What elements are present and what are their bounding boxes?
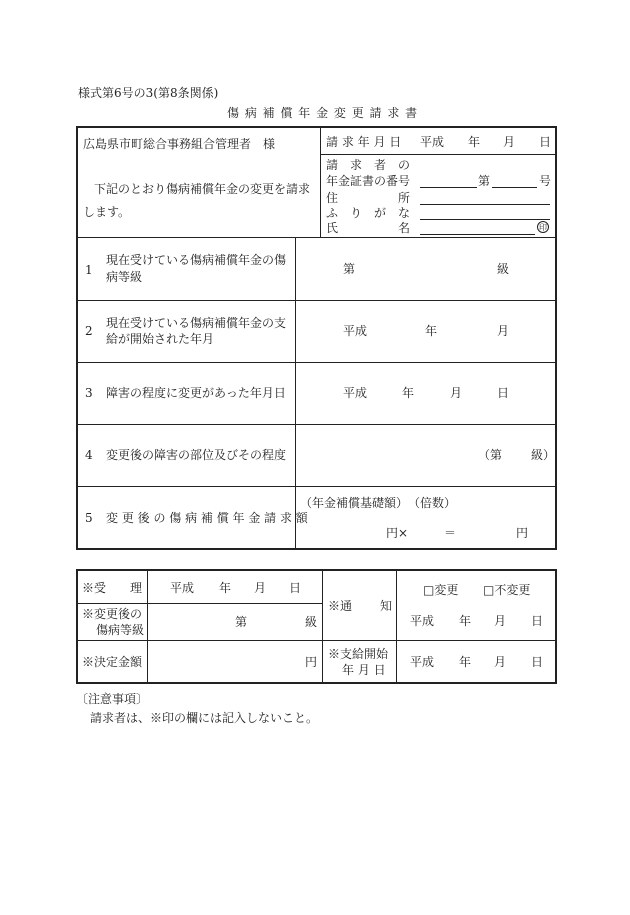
item-5-number: 5 [85,511,93,525]
item-4-label: 変更後の障害の部位及びその程度 [106,448,287,462]
item-3-month: 月 [450,386,463,400]
item-1-label-line1: 現在受けている傷病補償年金の傷 [106,253,287,267]
address-field[interactable] [420,204,550,205]
item-3-year: 年 [402,386,415,400]
notify-era: 平成 [410,614,435,628]
item-4-number: 4 [85,448,93,462]
cert-number-field-2[interactable] [492,187,537,188]
receipt-year: 年 [219,581,232,595]
notify-day: 日 [531,614,544,628]
amount-label: ※決定金額 [82,655,143,669]
item-5-base-label: （年金補償基礎額） （倍数） [300,496,457,510]
addressee: 広島県市町総合事務組合管理者 様 [83,137,276,151]
item-3-number: 3 [85,386,93,400]
grade-dai: 第 [235,615,248,629]
item-2-month: 月 [497,324,510,338]
start-label-2: 年 月 日 [342,663,386,677]
request-date-day: 日 [539,135,552,149]
request-date-era: 平成 [420,135,445,149]
address-label-2: 所 [398,191,411,205]
address-label-1: 住 [326,191,339,205]
start-month: 月 [494,655,507,669]
start-year: 年 [459,655,472,669]
unchanged-checkbox[interactable]: □不変更 [483,583,531,597]
changed-checkbox[interactable]: □変更 [423,583,459,597]
notify-label-2: 知 [380,599,393,613]
receipt-label-2: 理 [130,581,143,595]
item-2-year: 年 [425,324,438,338]
name-label-2: 名 [398,221,411,235]
request-text-line1: 下記のとおり傷病補償年金の変更を請求 [94,182,311,196]
receipt-day: 日 [289,581,302,595]
item-3-era: 平成 [343,386,368,400]
form-title: 傷 病 補 償 年 金 変 更 請 求 書 [227,106,419,120]
grade-label-1: ※変更後の [82,607,143,621]
name-field[interactable] [420,234,535,235]
grade-kyu: 級 [305,615,318,629]
notify-month: 月 [494,614,507,628]
cert-number-field[interactable] [420,187,477,188]
notify-year: 年 [459,614,472,628]
item-4-dai: （第 [478,448,503,462]
item-3-day: 日 [497,386,510,400]
request-date-month: 月 [503,135,516,149]
item-2-label-line1: 現在受けている傷病補償年金の支 [106,316,287,330]
cert-dai: 第 [478,174,491,188]
name-label-1: 氏 [326,221,339,235]
request-date-year: 年 [468,135,481,149]
request-text-line2: します。 [83,205,131,219]
item-4-kyu: 級） [531,448,556,462]
item-1-label-line2: 病等級 [106,270,143,284]
item-5-yen-times: 円× [386,526,409,540]
claimant-label-line1: 請 求 者 の [326,158,411,172]
cert-go: 号 [539,174,552,188]
notes-text: 請求者は、※印の欄には記入しないこと。 [90,711,319,725]
notify-label-1: ※通 [328,599,353,613]
grade-label-2: 傷病等級 [96,623,145,637]
amount-yen: 円 [305,655,318,669]
item-1-kyu: 級 [497,262,510,276]
item-2-number: 2 [85,324,93,338]
start-day: 日 [531,655,544,669]
item-2-label-line2: 給が開始された年月 [106,332,215,346]
claimant-label-line2: 年金証書の番号 [326,174,411,188]
start-era: 平成 [410,655,435,669]
seal-icon: 印 [539,223,547,232]
item-3-label: 障害の程度に変更があった年月日 [106,386,286,400]
start-label-1: ※支給開始 [328,647,389,661]
item-5-yen: 円 [516,526,529,540]
request-date-label: 請 求 年 月 日 [326,135,402,149]
notes-heading: 〔注意事項〕 [76,692,149,706]
form-number: 様式第6号の3(第8条関係) [78,86,219,100]
item-1-dai: 第 [343,262,356,276]
receipt-label-1: ※受 [82,581,107,595]
furigana-label: ふ り が な [326,206,411,220]
receipt-month: 月 [254,581,267,595]
item-2-era: 平成 [343,324,368,338]
item-1-number: 1 [85,263,93,277]
furigana-field[interactable] [420,219,550,220]
receipt-era: 平成 [170,581,195,595]
item-5-equals: ＝ [444,526,457,540]
item-5-label: 変 更 後 の 傷 病 補 償 年 金 請 求 額 [106,511,308,525]
